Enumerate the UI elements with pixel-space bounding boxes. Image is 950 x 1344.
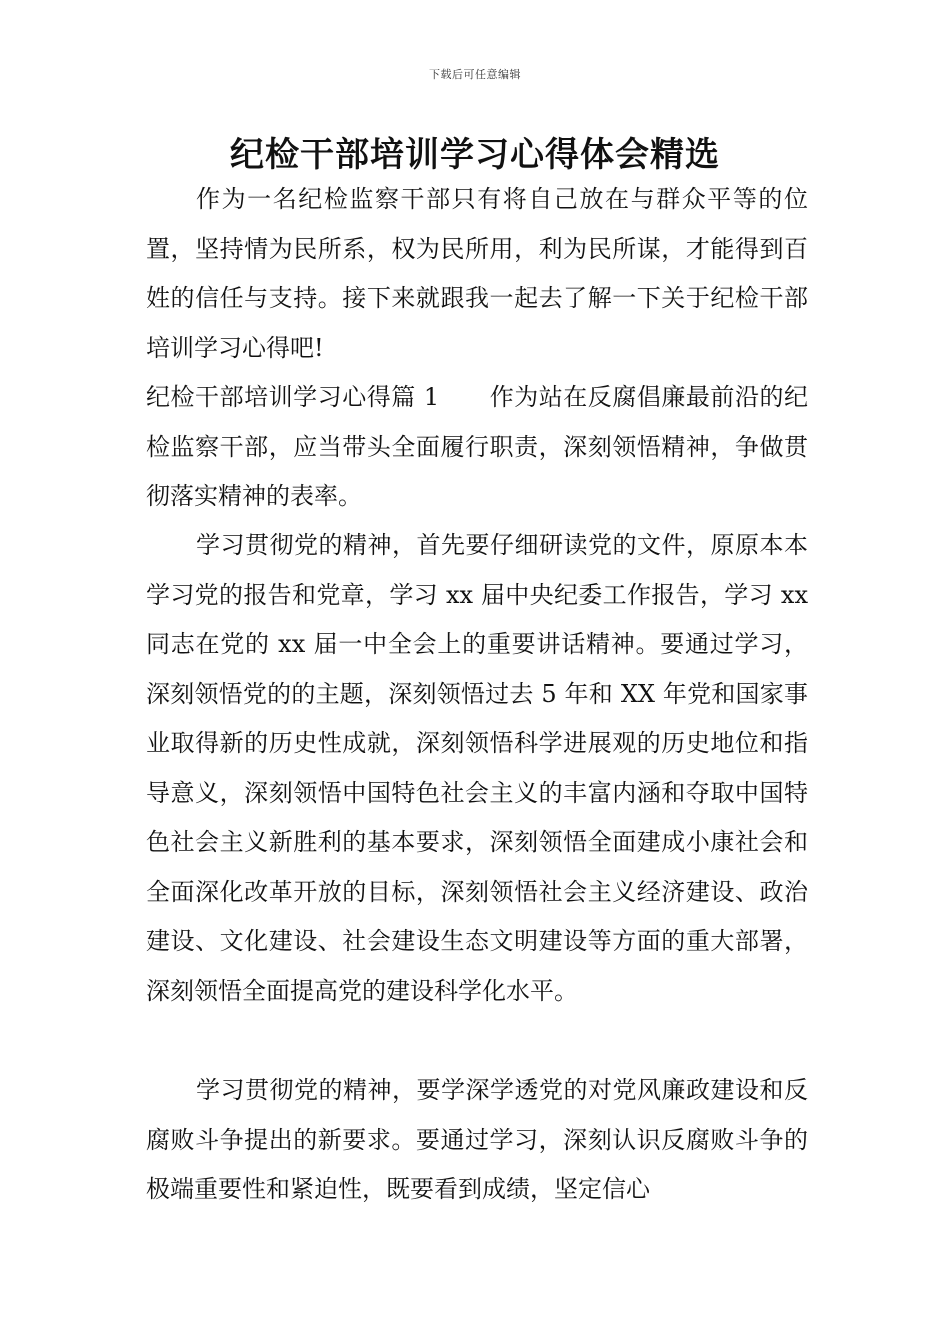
body-paragraph-3: 学习贯彻党的精神，要学深学透党的对党风廉政建设和反腐败斗争提出的新要求。要通过学习，深刻认识反腐败斗争的极端重要性和紧迫性，既要看到成绩，坚定信心 xyxy=(146,1076,808,1203)
section-paragraph-1 xyxy=(146,373,808,522)
intro-paragraph: 作为一名纪检监察干部只有将自己放在与群众平等的位置，坚持情为民所系，权为民所用，利为民所谋，才能得到百姓的信任与支持。接下来就跟我一起去了解一下关于纪检干部培训学习心得吧! xyxy=(146,185,808,362)
body-paragraph-2: 学习贯彻党的精神，首先要仔细研读党的文件，原原本本学习党的报告和党章，学习 xx 届中央纪委工作报告，学习 xx 同志在党的 xx 届一中全会上的重要讲话精神。要通过学习，深刻领悟党的的主题，深刻领悟过去 5 年和 XX 年党和国家事业取得新的历史性成就，深刻领悟科学进展观的历史地位和指导意义，深刻领悟中国特色社会主义的丰富内涵和夺取中国特色社会主义新胜利的基本要求，深刻领悟全面建成小康社会和全面深化改革开放的目标，深刻领悟社会主义经济建设、政治建设、文化建设、社会建设生态文明建设等方面的重大部署，深刻领悟全面提高党的建设科学化水平。 xyxy=(146,531,808,1005)
header-note: 下载后可任意编辑 xyxy=(429,68,521,81)
section-first-text: 作为站在反腐倡廉最前沿的纪检监察干部，应当带头全面履行职责，深刻领悟精神，争做贯彻落实精神的表率。 xyxy=(146,383,808,510)
section-heading: 纪检干部培训学习心得篇 1 xyxy=(146,383,440,411)
document-title: 纪检干部培训学习心得体会精选 xyxy=(230,135,720,175)
